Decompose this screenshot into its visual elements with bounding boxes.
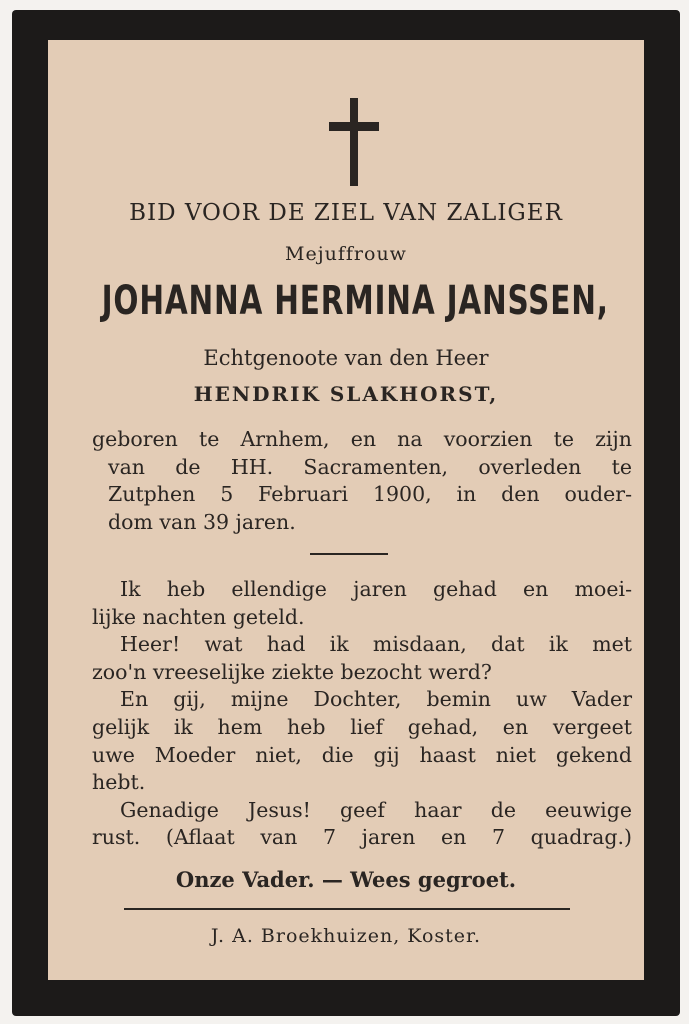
- divider: [124, 908, 570, 910]
- verse-line: rust. (Aflaat van 7 jaren en 7 quadrag.): [92, 825, 632, 850]
- card-paper: [48, 40, 644, 980]
- bio-line: van de HH. Sacramenten, overleden te: [108, 454, 632, 479]
- verse-line: Heer! wat had ik misdaan, dat ik met: [120, 632, 632, 657]
- prayer-line: Onze Vader. — Wees gegroet.: [175, 867, 517, 892]
- printer-credit: J. A. Broekhuizen, Koster.: [210, 925, 482, 947]
- deceased-name: JOHANNA HERMINA JANSSEN,: [101, 278, 609, 324]
- verse-line: zoo'n vreeselijke ziekte bezocht werd?: [92, 659, 492, 684]
- bio-line: Zutphen 5 Februari 1900, in den ouder-: [108, 482, 632, 506]
- bio-line: dom van 39 jaren.: [108, 509, 296, 534]
- verse-line: Genadige Jesus! geef haar de eeuwige: [120, 797, 632, 822]
- verse-line: hebt.: [92, 770, 146, 795]
- spouse-intro: Echtgenoote van den Heer: [203, 346, 489, 370]
- spouse-name: HENDRIK SLAKHORST,: [193, 382, 499, 406]
- verse-line: uwe Moeder niet, die gij haast niet gekend: [92, 742, 632, 767]
- card-heading: BID VOOR DE ZIEL VAN ZALIGER: [129, 200, 563, 226]
- cross-icon: [329, 98, 379, 186]
- verse-line: Ik heb ellendige jaren gehad en moei-: [120, 577, 632, 601]
- verse-line: En gij, mijne Dochter, bemin uw Vader: [120, 687, 632, 712]
- divider: [310, 553, 388, 555]
- bio-line: geboren te Arnhem, en na voorzien te zijn: [92, 427, 632, 451]
- verse-line: lijke nachten geteld.: [92, 604, 305, 629]
- title-prefix: Mejuffrouw: [285, 243, 407, 265]
- verse-paragraph: [92, 576, 632, 852]
- verse-line: gelijk ik hem heb lief gehad, en vergeet: [92, 714, 632, 739]
- biography-paragraph: [92, 426, 632, 536]
- memorial-card: [12, 10, 680, 1016]
